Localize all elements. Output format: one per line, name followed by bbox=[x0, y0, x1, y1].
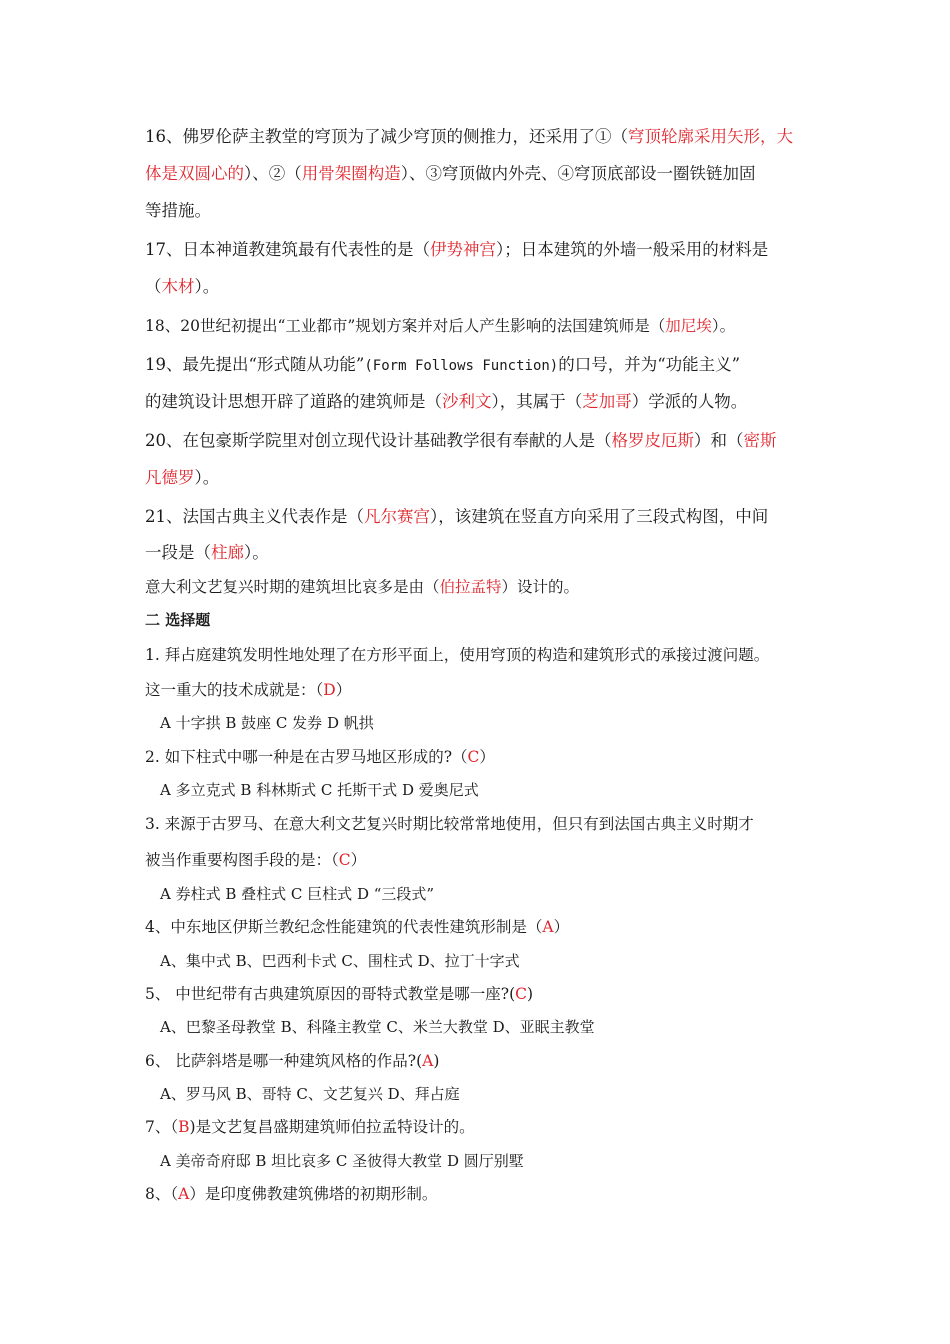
q16-answer-1: 穹顶轮廓采用矢形，大 bbox=[628, 127, 793, 146]
choice-q3-line2: 被当作重要构图手段的是：（C） bbox=[145, 851, 367, 869]
choice-q5-line: 5、 中世纪带有古典建筑原因的哥特式教堂是哪一座?(C) bbox=[145, 985, 534, 1003]
q17-answer-2: 木材 bbox=[161, 277, 195, 296]
q18-line: 18、20世纪初提出“工业都市”规划方案并对后人产生影响的法国建筑师是（加尼埃）。 bbox=[145, 317, 736, 335]
choice-q6-line: 6、 比萨斜塔是哪一种建筑风格的作品?(A) bbox=[145, 1052, 440, 1070]
q16-line3: 等措施。 bbox=[145, 201, 211, 220]
choice-q5-answer: C bbox=[515, 985, 528, 1003]
q19-line1: 19、最先提出“形式随从功能”(Form Follows Function)的口号，并为“功能主义” bbox=[145, 355, 741, 374]
q17-answer-1: 伊势神宫 bbox=[430, 240, 496, 259]
choice-q3-options: A 券柱式 B 叠柱式 C 巨柱式 D “三段式” bbox=[160, 885, 435, 903]
choice-q2-line: 2. 如下柱式中哪一种是在古罗马地区形成的?（C） bbox=[145, 748, 495, 766]
q21-answer-2: 柱廊 bbox=[211, 543, 244, 562]
choice-q5-options: A、巴黎圣母教堂 B、科隆主教堂 C、米兰大教堂 D、亚眠主教堂 bbox=[160, 1018, 595, 1036]
q17-line2: （木材）。 bbox=[145, 277, 220, 296]
choice-q7-answer: B bbox=[178, 1118, 190, 1136]
q20-line2: 凡德罗）。 bbox=[145, 468, 220, 487]
q20-answer-2: 密斯 bbox=[743, 431, 777, 450]
q19-answer-2: 芝加哥 bbox=[582, 392, 632, 411]
q19-english: (Form Follows Function) bbox=[364, 358, 559, 374]
q16-line2: 体是双圆心的）、②（用骨架圈构造）、③穹顶做内外壳、④穹顶底部设一圈铁链加固 bbox=[145, 164, 756, 183]
choice-q2-answer: C bbox=[467, 748, 480, 766]
choice-q8-line: 8、（A）是印度佛教建筑佛塔的初期形制。 bbox=[145, 1185, 438, 1203]
q17-line1: 17、日本神道教建筑最有代表性的是（伊势神宫）；日本建筑的外墙一般采用的材料是 bbox=[145, 240, 769, 259]
choice-q4-options: A、集中式 B、巴西利卡式 C、围柱式 D、拉丁十字式 bbox=[160, 952, 520, 970]
q16-answer-1-cont: 体是双圆心的 bbox=[145, 164, 244, 183]
q21-line1: 21、法国古典主义代表作是（凡尔赛宫），该建筑在竖直方向采用了三段式构图，中间 bbox=[145, 507, 769, 526]
choice-q1-answer: D bbox=[323, 681, 336, 699]
q16-answer-2: 用骨架圈构造 bbox=[301, 164, 401, 183]
choice-q3-line1: 3. 来源于古罗马、在意大利文艺复兴时期比较常常地使用，但只有到法国古典主义时期才 bbox=[145, 815, 754, 833]
q19-line2: 的建筑设计思想开辟了道路的建筑师是（沙利文），其属于（芝加哥）学派的人物。 bbox=[145, 392, 748, 411]
q19-answer-1: 沙利文 bbox=[442, 392, 492, 411]
choice-q6-answer: A bbox=[422, 1052, 434, 1070]
q20-answer-1: 格罗皮厄斯 bbox=[611, 431, 694, 450]
choice-q4-answer: A bbox=[542, 918, 554, 936]
q20-answer-2-cont: 凡德罗 bbox=[145, 468, 195, 487]
choice-q2-options: A 多立克式 B 科林斯式 C 托斯干式 D 爱奥尼式 bbox=[160, 781, 479, 799]
choice-q1-line1: 1. 拜占庭建筑发明性地处理了在方形平面上，使用穹顶的构造和建筑形式的承接过渡问题。 bbox=[145, 646, 770, 664]
q21-line2: 一段是（柱廊）。 bbox=[145, 543, 269, 562]
choice-q1-options: A 十字拱 B 鼓座 C 发券 D 帆拱 bbox=[160, 714, 374, 732]
extra-question: 意大利文艺复兴时期的建筑坦比哀多是由（伯拉孟特）设计的。 bbox=[145, 578, 580, 596]
choice-q7-options: A 美帝奇府邸 B 坦比哀多 C 圣彼得大教堂 D 圆厅别墅 bbox=[160, 1152, 524, 1170]
choice-q8-answer: A bbox=[178, 1185, 190, 1203]
section-title: 二 选择题 bbox=[145, 611, 211, 629]
choice-q6-options: A、罗马风 B、哥特 C、文艺复兴 D、拜占庭 bbox=[160, 1085, 460, 1103]
choice-q4-line: 4、中东地区伊斯兰教纪念性能建筑的代表性建筑形制是（A） bbox=[145, 918, 570, 936]
choice-q7-line: 7、（B)是文艺复昌盛期建筑师伯拉孟特设计的。 bbox=[145, 1118, 475, 1136]
q18-answer: 加尼埃 bbox=[665, 317, 712, 335]
extra-answer: 伯拉孟特 bbox=[439, 578, 502, 596]
choice-q3-answer: C bbox=[338, 851, 351, 869]
q20-line1: 20、在包豪斯学院里对创立现代设计基础教学很有奉献的人是（格罗皮厄斯）和（密斯 bbox=[145, 431, 777, 450]
choice-q1-line2: 这一重大的技术成就是：（D） bbox=[145, 681, 352, 699]
q21-answer-1: 凡尔赛宫 bbox=[364, 507, 430, 526]
q16-line1: 16、佛罗伦萨主教堂的穹顶为了减少穹顶的侧推力，还采用了①（穹顶轮廓采用矢形，大 bbox=[145, 127, 793, 146]
